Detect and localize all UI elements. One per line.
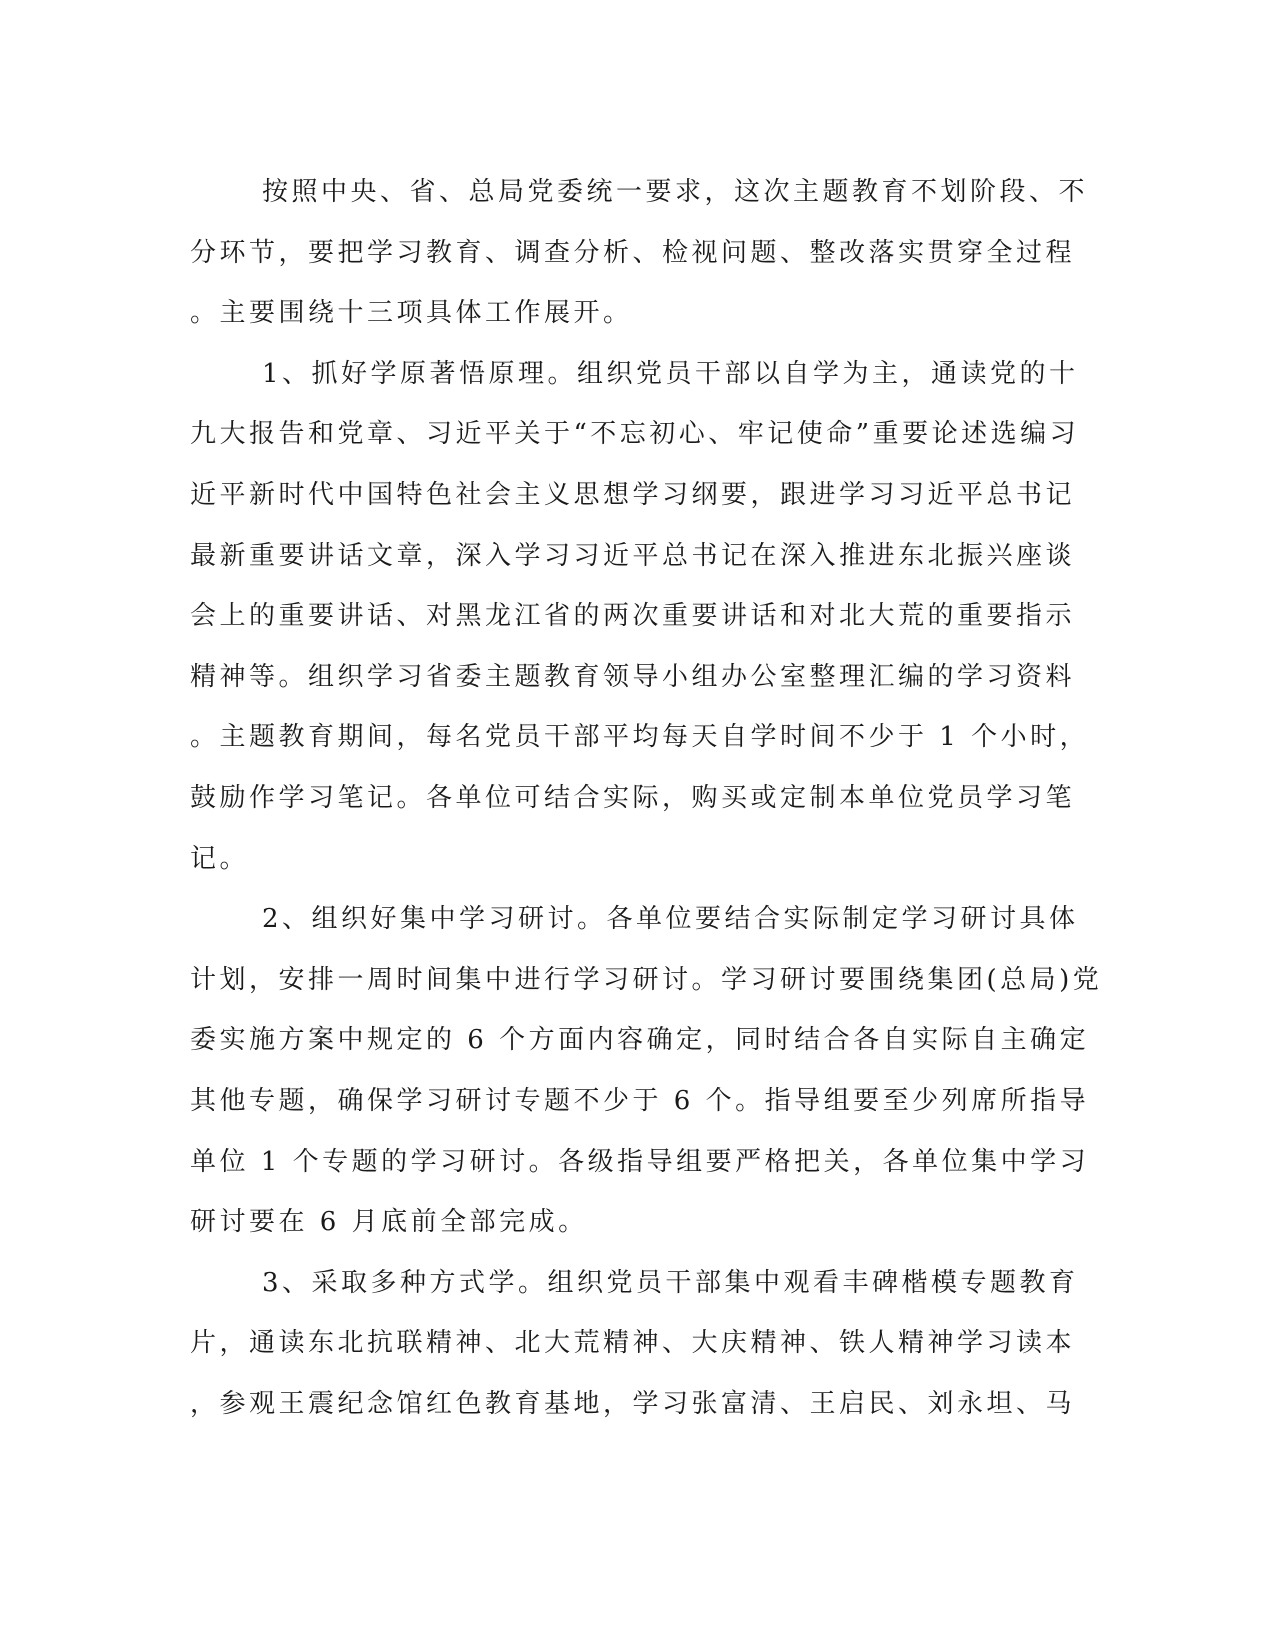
text-line: ，参观王震纪念馆红色教育基地，学习张富清、王启民、刘永坦、马 [190, 1388, 1076, 1419]
text-line: 1、抓好学原著悟原理。组织党员干部以自学为主，通读党的十 [262, 358, 1079, 389]
text-line: 最新重要讲话文章，深入学习习近平总书记在深入推进东北振兴座谈 [190, 540, 1076, 571]
text-line: 计划，安排一周时间集中进行学习研讨。学习研讨要围绕集团(总局)党 [190, 964, 1103, 995]
text-line: 九大报告和党章、习近平关于“不忘初心、牢记使命”重要论述选编习 [190, 419, 1080, 450]
text-line: 3、采取多种方式学。组织党员干部集中观看丰碑楷模专题教育 [262, 1267, 1079, 1298]
text-line: 委实施方案中规定的 6 个方面内容确定，同时结合各自实际自主确定 [190, 1025, 1090, 1056]
text-line: 。主题教育期间，每名党员干部平均每天自学时间不少于 1 个小时， [190, 722, 1090, 753]
text-line: 片，通读东北抗联精神、北大荒精神、大庆精神、铁人精神学习读本 [190, 1328, 1076, 1359]
text-line: 2、组织好集中学习研讨。各单位要结合实际制定学习研讨具体 [262, 904, 1079, 935]
text-line: 近平新时代中国特色社会主义思想学习纲要，跟进学习习近平总书记 [190, 479, 1076, 510]
text-line: 按照中央、省、总局党委统一要求，这次主题教育不划阶段、不 [262, 177, 1089, 207]
text-line: 鼓励作学习笔记。各单位可结合实际，购买或定制本单位党员学习笔 [190, 782, 1076, 813]
body-text [190, 162, 1103, 1434]
text-line: 研讨要在 6 月底前全部完成。 [190, 1207, 588, 1238]
text-line: 单位 1 个专题的学习研讨。各级指导组要严格把关，各单位集中学习 [190, 1146, 1090, 1177]
text-line: 会上的重要讲话、对黑龙江省的两次重要讲话和对北大荒的重要指示 [190, 601, 1076, 632]
text-line: 记。 [190, 843, 250, 874]
text-line: 分环节，要把学习教育、调查分析、检视问题、整改落实贯穿全过程 [190, 237, 1076, 268]
text-line: 。主要围绕十三项具体工作展开。 [190, 298, 633, 329]
text-line: 精神等。组织学习省委主题教育领导小组办公室整理汇编的学习资料 [190, 661, 1076, 692]
text-line: 其他专题，确保学习研讨专题不少于 6 个。指导组要至少列席所指导 [190, 1085, 1090, 1116]
